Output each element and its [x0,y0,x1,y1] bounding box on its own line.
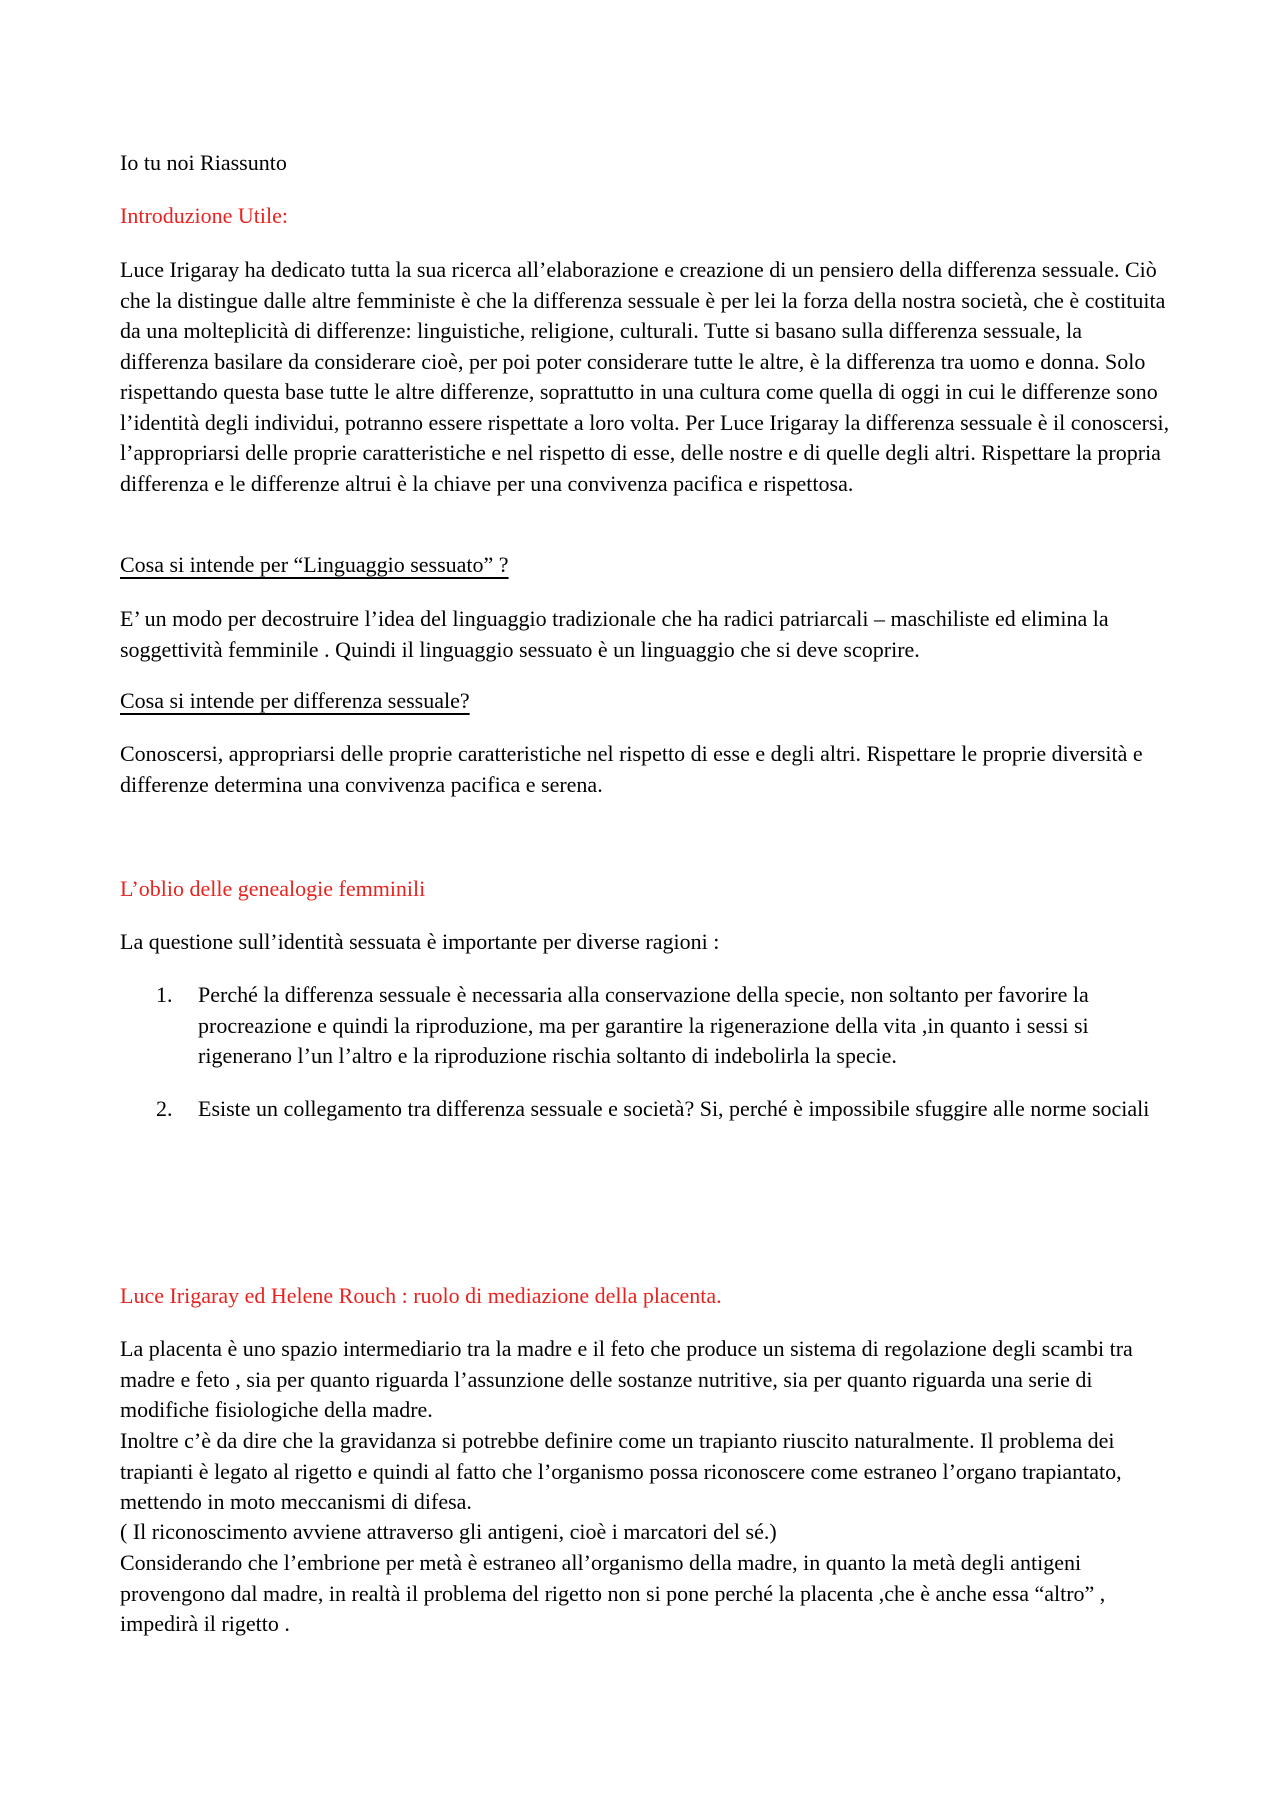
list-item [156,980,1170,1072]
oblio-heading: L’oblio delle genealogie femminili [120,876,426,901]
oblio-intro: La questione sull’identità sessuata è importante per diverse ragioni : [120,929,720,954]
question-linguaggio-sessuato [120,550,1170,581]
question-differenza-sessuale [120,686,1170,717]
list-item [156,1094,1170,1156]
list-item-number: 2. [156,1096,173,1121]
placenta-heading: Luce Irigaray ed Helene Rouch : ruolo di mediazione della placenta. [120,1283,722,1308]
list-item-text: Esiste un collegamento tra differenza sessuale e società? Si, perché è impossibile sfuggire alle norme sociali [198,1096,1150,1121]
placenta-paragraph-2: Inoltre c’è da dire che la gravidanza si potrebbe definire come un trapianto riuscito naturalmente. Il problema dei trapianti è legato al rigetto e quindi al fatto che l’organismo possa riconoscere come estraneo l’organo trapiantato, mettendo in moto meccanismi di difesa. [120,1428,1122,1514]
document-title: Io tu noi Riassunto [120,150,287,175]
intro-heading: Introduzione Utile: [120,203,289,228]
question-linguaggio-sessuato-text: Cosa si intende per “Linguaggio sessuato” ? [120,552,509,577]
placenta-paragraph-1: La placenta è uno spazio intermediario tra la madre e il feto che produce un sistema di regolazione degli scambi tra madre e feto , sia per quanto riguarda l’assunzione delle sostanze nutritive, sia per quanto riguarda una serie di modifiche fisiologiche della madre. [120,1336,1133,1422]
question-differenza-sessuale-text: Cosa si intende per differenza sessuale? [120,688,470,713]
placenta-paragraph-4: Considerando che l’embrione per metà è estraneo all’organismo della madre, in quanto la metà degli antigeni provengono dal madre, in realtà il problema del rigetto non si pone perché la placenta ,che è anche essa “altro” , impedirà il rigetto . [120,1550,1106,1636]
answer-differenza-sessuale: Conoscersi, appropriarsi delle proprie caratteristiche nel rispetto di esse e degli altri. Rispettare le proprie diversità e differenze determina una convivenza pacifica e serena. [120,741,1143,797]
intro-paragraph: Luce Irigaray ha dedicato tutta la sua ricerca all’elaborazione e creazione di un pensiero della differenza sessuale. Ciò che la distingue dalle altre femministe è che la differenza sessuale è per lei la forza della nostra società, che è costituita da una molteplicità di differenze: linguistiche, religione, culturali. Tutte si basano sulla differenza sessuale, la differenza basilare da considerare cioè, per poi poter considerare tutte le altre, è la differenza tra uomo e donna. Solo rispettando questa base tutte le altre differenze, soprattutto in una cultura come quella di oggi in cui le differenze sono l’identità degli individui, potranno essere rispettate a loro volta. Per Luce Irigaray la differenza sessuale è il conoscersi, l’appropriarsi delle proprie caratteristiche e nel rispetto di esse, delle nostre e di quelle degli altri. Rispettare la propria differenza e le differenze altrui è la chiave per una convivenza pacifica e rispettosa. [120,257,1170,496]
answer-linguaggio-sessuato: E’ un modo per decostruire l’idea del linguaggio tradizionale che ha radici patriarcali – maschiliste ed elimina la soggettività femminile . Quindi il linguaggio sessuato è un linguaggio che si deve scoprire. [120,606,1109,662]
list-item-number: 1. [156,982,173,1007]
list-item-text: Perché la differenza sessuale è necessaria alla conservazione della specie, non soltanto per favorire la procreazione e quindi la riproduzione, ma per garantire la rigenerazione della vita ,in quanto i sessi si rigenerano l’un l’altro e la riproduzione rischia soltanto di indebolirla la specie. [198,982,1089,1068]
placenta-paragraph-3: ( Il riconoscimento avviene attraverso gli antigeni, cioè i marcatori del sé.) [120,1519,777,1544]
